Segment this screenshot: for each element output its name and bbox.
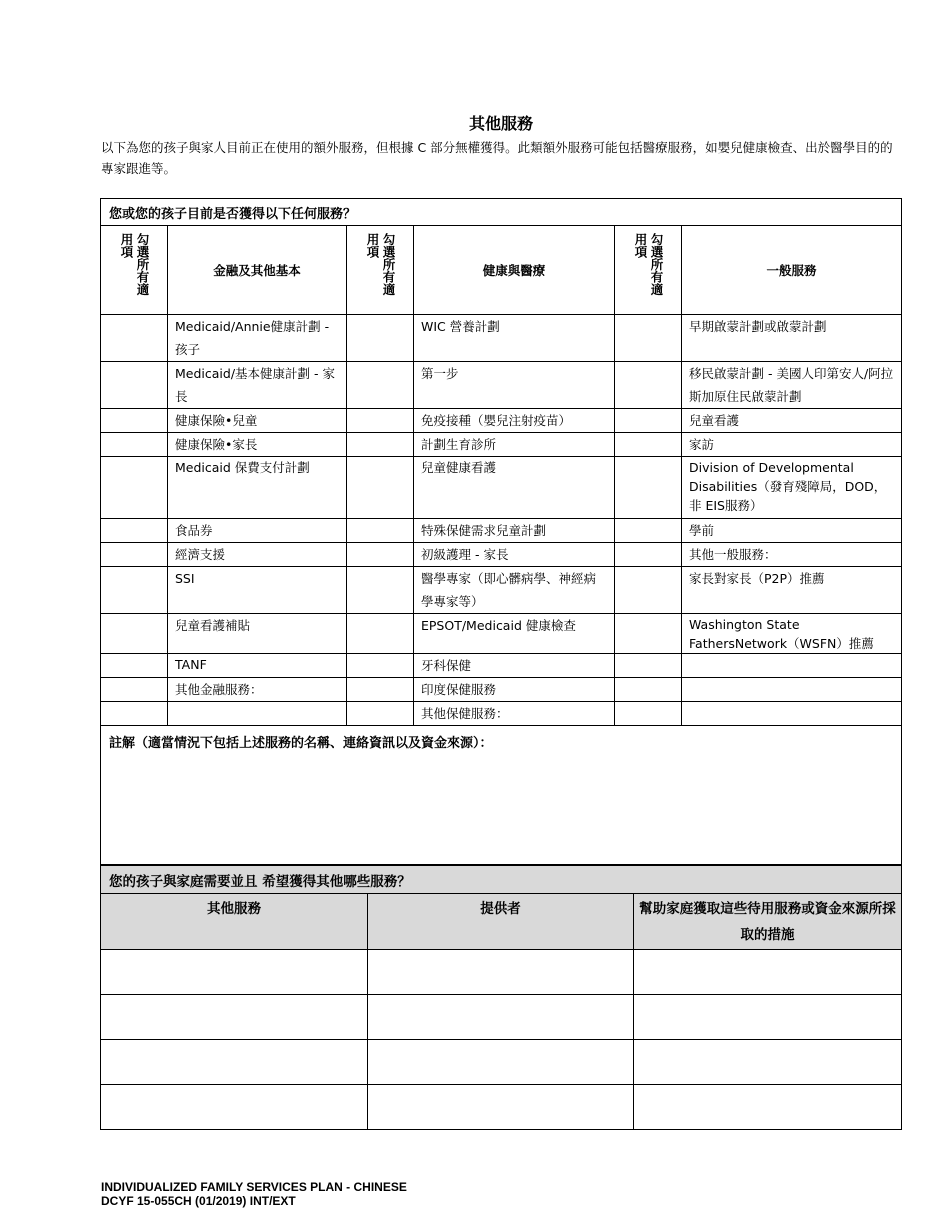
general-item: 兒童看護 <box>682 409 902 433</box>
financial-item: Medicaid 保費支付計劃 <box>168 457 347 519</box>
general-item <box>682 654 902 678</box>
financial-item: 健康保險•家長 <box>168 433 347 457</box>
health-item: 其他保健服務： <box>414 702 615 726</box>
checkbox-general[interactable] <box>615 519 682 543</box>
needed-services-table <box>100 865 902 1130</box>
checkbox-financial[interactable] <box>101 678 168 702</box>
general-item: Washington State FathersNetwork（WSFN）推薦 <box>682 614 902 654</box>
table-row <box>101 457 902 519</box>
checkbox-financial[interactable] <box>101 519 168 543</box>
col-header-other-service: 其他服務 <box>101 894 368 950</box>
checkbox-financial[interactable] <box>101 409 168 433</box>
table-row <box>101 409 902 433</box>
general-item: 移民啟蒙計劃 - 美國人印第安人/阿拉斯加原住民啟蒙計劃 <box>682 362 902 409</box>
financial-item: 食品券 <box>168 519 347 543</box>
steps-input[interactable] <box>634 1085 902 1130</box>
col-header-financial: 金融及其他基本 <box>168 226 347 315</box>
check-header-financial: 勾選所有適用項 <box>101 226 168 315</box>
checkbox-financial[interactable] <box>101 543 168 567</box>
checkbox-financial[interactable] <box>101 567 168 614</box>
general-item: 其他一般服務： <box>682 543 902 567</box>
health-item: 牙科保健 <box>414 654 615 678</box>
col-header-provider: 提供者 <box>368 894 634 950</box>
financial-item: SSI <box>168 567 347 614</box>
checkbox-general[interactable] <box>615 567 682 614</box>
col-header-steps: 幫助家庭獲取這些待用服務或資金來源所採取的措施 <box>634 894 902 950</box>
service-input[interactable] <box>101 1040 368 1085</box>
financial-item: 經濟支援 <box>168 543 347 567</box>
checkbox-financial[interactable] <box>101 702 168 726</box>
steps-input[interactable] <box>634 995 902 1040</box>
table-row <box>101 702 902 726</box>
checkbox-financial[interactable] <box>101 315 168 362</box>
check-header-health: 勾選所有適用項 <box>347 226 414 315</box>
table-row <box>101 1085 902 1130</box>
general-item: 家訪 <box>682 433 902 457</box>
checkbox-financial[interactable] <box>101 654 168 678</box>
health-item: 第一步 <box>414 362 615 409</box>
checkbox-health[interactable] <box>347 519 414 543</box>
general-item: 家長對家長（P2P）推薦 <box>682 567 902 614</box>
checkbox-health[interactable] <box>347 543 414 567</box>
checkbox-health[interactable] <box>347 457 414 519</box>
service-input[interactable] <box>101 995 368 1040</box>
footer-form-number: DCYF 15-055CH (01/2019) INT/EXT <box>101 1194 296 1208</box>
col-header-health: 健康與醫療 <box>414 226 615 315</box>
table-row <box>101 315 902 362</box>
financial-item: TANF <box>168 654 347 678</box>
current-services-table <box>100 198 902 865</box>
checkbox-health[interactable] <box>347 678 414 702</box>
checkbox-general[interactable] <box>615 315 682 362</box>
checkbox-financial[interactable] <box>101 614 168 654</box>
provider-input[interactable] <box>368 995 634 1040</box>
checkbox-financial[interactable] <box>101 362 168 409</box>
checkbox-general[interactable] <box>615 543 682 567</box>
health-item: 初級護理 - 家長 <box>414 543 615 567</box>
financial-item: Medicaid/Annie健康計劃 - 孩子 <box>168 315 347 362</box>
general-item <box>682 678 902 702</box>
health-item: WIC 營養計劃 <box>414 315 615 362</box>
checkbox-general[interactable] <box>615 654 682 678</box>
table-row <box>101 995 902 1040</box>
checkbox-health[interactable] <box>347 433 414 457</box>
page-title: 其他服務 <box>468 114 533 133</box>
financial-item: 其他金融服務： <box>168 678 347 702</box>
form-footer <box>101 1180 407 1208</box>
checkbox-financial[interactable] <box>101 457 168 519</box>
financial-item: 兒童看護補貼 <box>168 614 347 654</box>
health-item: 計劃生育診所 <box>414 433 615 457</box>
check-header-general: 勾選所有適用項 <box>615 226 682 315</box>
table-row <box>101 614 902 654</box>
health-item: 免疫接種（嬰兒注射疫苗） <box>414 409 615 433</box>
checkbox-general[interactable] <box>615 678 682 702</box>
table-row <box>101 950 902 995</box>
col-header-general: 一般服務 <box>682 226 902 315</box>
provider-input[interactable] <box>368 950 634 995</box>
financial-item: Medicaid/基本健康計劃 - 家長 <box>168 362 347 409</box>
health-item: 特殊保健需求兒童計劃 <box>414 519 615 543</box>
general-item: Division of Developmental Disabilities（發育殘障局，DOD，非 EIS服務） <box>682 457 902 519</box>
service-input[interactable] <box>101 1085 368 1130</box>
financial-item <box>168 702 347 726</box>
general-item: 學前 <box>682 519 902 543</box>
table-row <box>101 678 902 702</box>
checkbox-health[interactable] <box>347 614 414 654</box>
checkbox-general[interactable] <box>615 457 682 519</box>
health-item: EPSOT/Medicaid 健康檢查 <box>414 614 615 654</box>
health-item: 醫學專家（即心髒病學、神經病學專家等） <box>414 567 615 614</box>
checkbox-general[interactable] <box>615 614 682 654</box>
table-row <box>101 362 902 409</box>
checkbox-general[interactable] <box>615 409 682 433</box>
notes-field[interactable] <box>101 726 902 865</box>
notes-label: 註解（適當情況下包括上述服務的名稱、連絡資訊以及資金來源）： <box>109 736 493 751</box>
checkbox-general[interactable] <box>615 362 682 409</box>
general-item <box>682 702 902 726</box>
checkbox-health[interactable] <box>347 654 414 678</box>
table-row <box>101 519 902 543</box>
table-row <box>101 543 902 567</box>
checkbox-health[interactable] <box>347 567 414 614</box>
checkbox-general[interactable] <box>615 433 682 457</box>
table-row <box>101 567 902 614</box>
checkbox-health[interactable] <box>347 409 414 433</box>
table-row <box>101 433 902 457</box>
health-item: 兒童健康看護 <box>414 457 615 519</box>
steps-input[interactable] <box>634 1040 902 1085</box>
needed-services-question: 您的孩子與家庭需要並且 希望獲得其他哪些服務？ <box>101 866 902 894</box>
steps-input[interactable] <box>634 950 902 995</box>
checkbox-health[interactable] <box>347 702 414 726</box>
provider-input[interactable] <box>368 1085 634 1130</box>
intro-paragraph: 以下為您的孩子與家人目前正在使用的額外服務，但根據 C 部分無權獲得。此類額外服務可能包括醫療服務，如嬰兒健康檢查、出於醫學目的的專家跟進等。 <box>101 140 893 176</box>
table-row <box>101 654 902 678</box>
health-item: 印度保健服務 <box>414 678 615 702</box>
table-row <box>101 1040 902 1085</box>
checkbox-financial[interactable] <box>101 433 168 457</box>
provider-input[interactable] <box>368 1040 634 1085</box>
footer-form-title: INDIVIDUALIZED FAMILY SERVICES PLAN - CHINESE <box>101 1180 407 1194</box>
service-input[interactable] <box>101 950 368 995</box>
financial-item: 健康保險•兒童 <box>168 409 347 433</box>
checkbox-health[interactable] <box>347 315 414 362</box>
checkbox-general[interactable] <box>615 702 682 726</box>
checkbox-health[interactable] <box>347 362 414 409</box>
general-item: 早期啟蒙計劃或啟蒙計劃 <box>682 315 902 362</box>
current-services-question: 您或您的孩子目前是否獲得以下任何服務？ <box>101 199 902 226</box>
